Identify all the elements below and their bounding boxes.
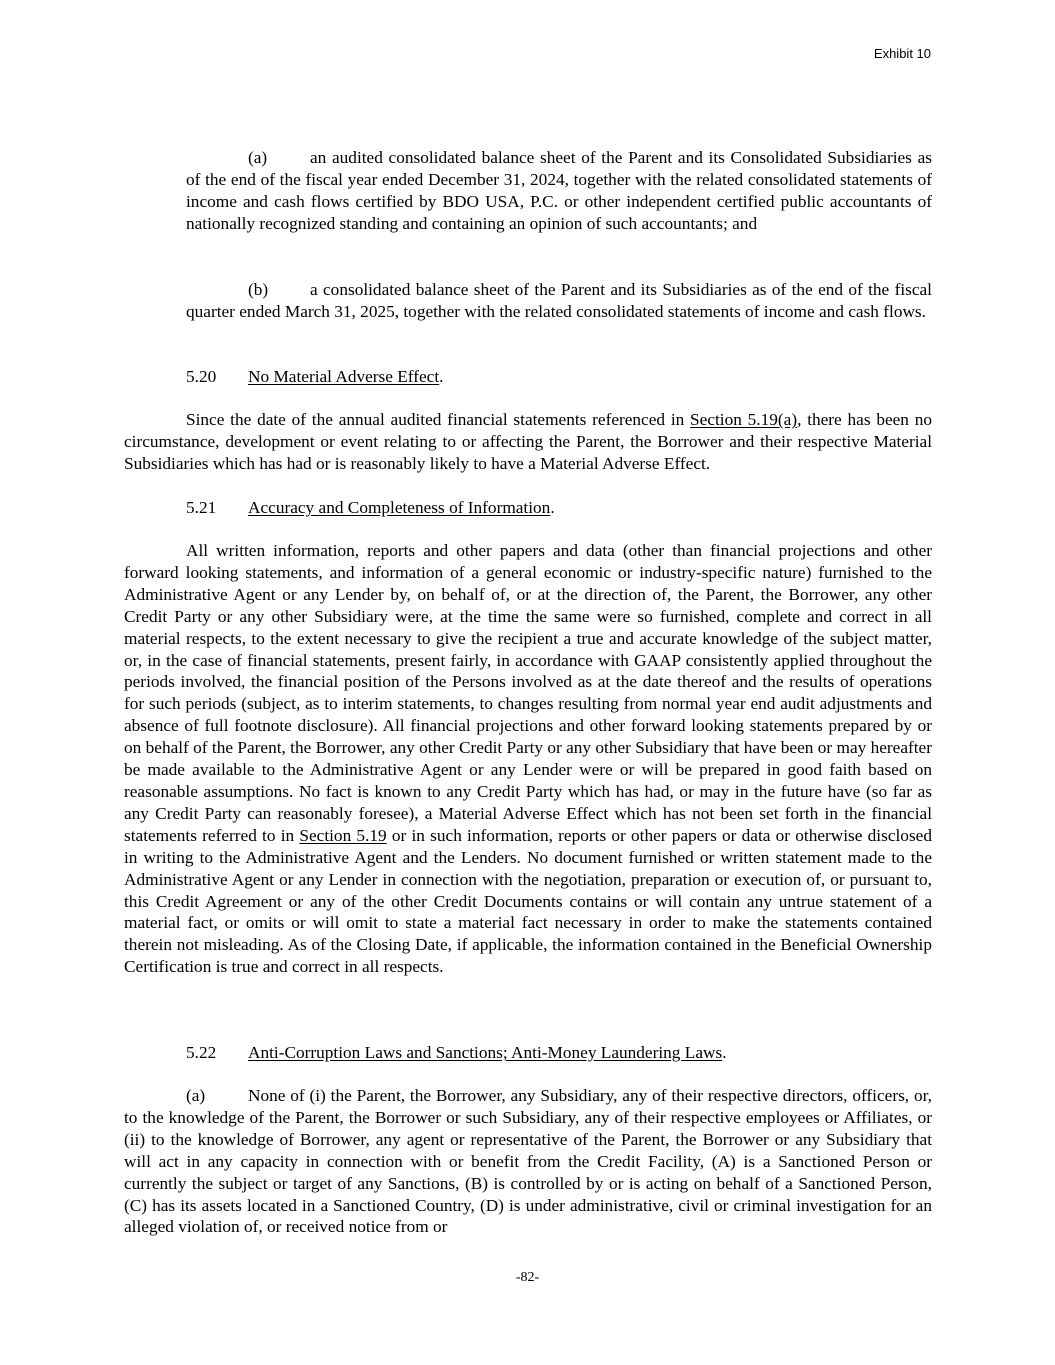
paragraph-a — [186, 147, 932, 235]
section-number: 5.22 — [186, 1043, 217, 1062]
section-reference-link[interactable]: Section 5.19 — [299, 825, 387, 845]
heading-period: . — [439, 367, 444, 386]
paragraph-b-label: (b) — [248, 280, 269, 299]
heading-period: . — [722, 1043, 727, 1062]
section-5-22-paragraph-a — [124, 1085, 932, 1238]
body-text: , there has been no circumstance, development or event relating to or affecting the Parent, the Borrower and their respective Material Subsidiaries which has had or is reasonably likely to have a Material Adverse Effect. — [124, 410, 933, 473]
section-title: No Material Adverse Effect — [248, 367, 440, 386]
body-text: or in such information, reports or other papers or data or otherwise disclosed in writing to the Administrative Agent and the Lenders. No document furnished or written statement made to the Administrative Agent or any Lender in connection with the negotiation, preparation or execution of, or pursuant to, this Credit Agreement or any of the other Credit Documents contains or will contain any untrue statement of a material fact, or omits or will omit to state a material fact necessary in order to make the statements contained therein not misleading. As of the Closing Date, if applicable, the information contained in the Beneficial Ownership Certification is true and correct in all respects. — [124, 825, 932, 977]
paragraph-b-text: a consolidated balance sheet of the Parent and its Subsidiaries as of the end of the fiscal quarter ended March 31, 2025, together with the related consolidated statements of income and cash flows. — [186, 280, 932, 321]
section-5-20-heading — [186, 366, 932, 388]
body-text: None of (i) the Parent, the Borrower, any Subsidiary, any of their respective directors, officers, or, to the knowledge of the Parent, the Borrower or such Subsidiary, any of their respective employees or Affiliates, or (ii) to the knowledge of Borrower, any agent or representative of the Parent, the Borrower or any Subsidiary that will act in any capacity in connection with or benefit from the Credit Facility, (A) is a Sanctioned Person or currently the subject or target of any Sanctions, (B) is controlled by or is acting on behalf of a Sanctioned Person, (C) has its assets located in a Sanctioned Country, (D) is under administrative, civil or criminal investigation for an alleged violation of, or received notice from or — [124, 1086, 932, 1237]
page-number: -82- — [515, 1270, 540, 1285]
paragraph-b — [186, 279, 932, 323]
section-5-20-body — [124, 409, 932, 475]
section-5-22-heading — [186, 1042, 932, 1064]
section-number: 5.20 — [186, 367, 217, 386]
paragraph-a-text: an audited consolidated balance sheet of the Parent and its Consolidated Subsidiaries as of the end of the fiscal year ended December 31, 2024, together with the related consolidated statements of income and cash flows certified by BDO USA, P.C. or other independent certified public accountants of nationally recognized standing and containing an opinion of such accountants; and — [186, 148, 932, 233]
body-text: Since the date of the annual audited financial statements referenced in — [186, 410, 691, 429]
body-text: All written information, reports and other papers and data (other than financial projections and other forward looking statements, and information of a general economic or industry-specific nature) furnished to the Administrative Agent or any Lender by, on behalf of, or at the direction of, the Parent, the Borrower, any other Credit Party or any other Subsidiary were, at the time the same were so furnished, complete and correct in all material respects, to the extent necessary to give the recipient a true and accurate knowledge of the subject matter, or, in the case of financial statements, present fairly, in accordance with GAAP consistently applied throughout the periods involved, the financial position of the Persons involved as at the date thereof and the results of operations for such periods (subject, as to interim statements, to changes resulting from normal year end audit adjustments and absence of full footnote disclosure). All financial projections and other forward looking statements prepared by or on behalf of the Parent, the Borrower, any other Credit Party or any other Subsidiary that have been or may hereafter be made available to the Administrative Agent or any Lender were or will be prepared in good faith based on reasonable assumptions. No fact is known to any Credit Party which has had, or may in the future have (so far as any Credit Party can reasonably foresee), a Material Adverse Effect which has not been set forth in the financial statements referred to in — [124, 541, 932, 845]
section-5-21-heading — [186, 497, 932, 519]
section-5-21-body — [124, 540, 932, 978]
exhibit-label: Exhibit 10 — [873, 46, 931, 61]
section-number: 5.21 — [186, 498, 217, 517]
heading-period: . — [550, 498, 555, 517]
paragraph-a-label: (a) — [248, 148, 268, 167]
paragraph-label: (a) — [186, 1086, 206, 1105]
section-reference-link[interactable]: Section 5.19(a) — [690, 410, 798, 429]
section-title: Anti-Corruption Laws and Sanctions; Anti-Money Laundering Laws — [248, 1043, 723, 1062]
section-title: Accuracy and Completeness of Information — [248, 498, 551, 517]
